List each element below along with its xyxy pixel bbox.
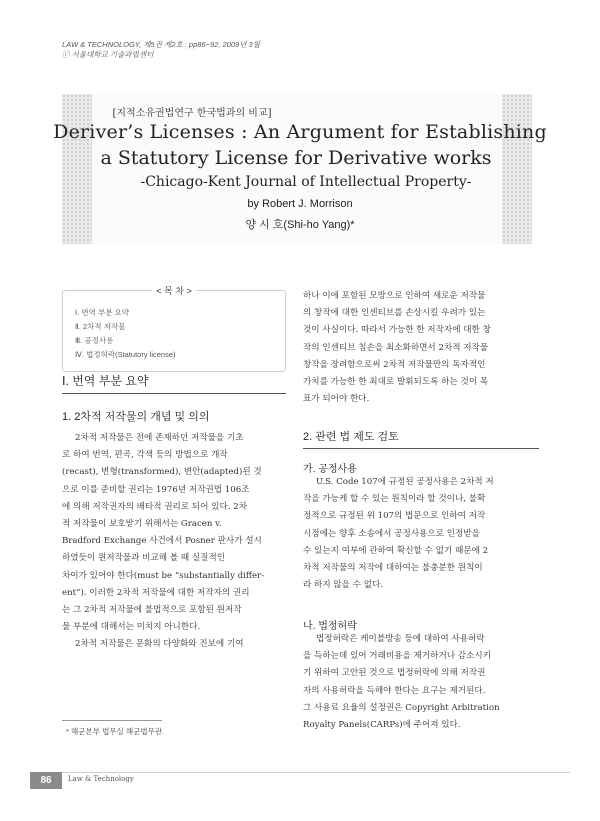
left-column: [62, 430, 286, 654]
toc-list: [75, 306, 176, 362]
footnote-rule: [62, 720, 162, 721]
header-citation: LAW & TECHNOLOGY, 제5권 제2호 : pp86~92, 2009년 3월: [62, 40, 260, 49]
footnote: * 해군본부 법무실 해군법무관.: [66, 727, 165, 736]
subsection-heading-2-b: 나. 법정허락: [303, 621, 357, 632]
title-line-3: -Chicago-Kent Journal of Intellectual Property-: [140, 174, 472, 190]
toc-item[interactable]: Ⅱ. 2차적 저작물: [75, 322, 126, 331]
statutory-license-text: [303, 631, 539, 734]
section-rule: [62, 393, 286, 394]
paragraph: U.S. Code 107에 규정된 공정사용은 2차적 저 작을 가능케 할 수 있는 원칙이라 할 것이나, 불확 정적으로 규정된 위 107의 법문으로 인하여 저작 시점에는 향후 소송에서 공정사용으로 인정받을 수 있는지 여부에 관하여 확신할 수 없기 때문에 2 차적 저작물의 저작에 대하여는 불충분한 원칙이 라 하지 않을 수 없다.: [303, 477, 494, 591]
paragraph: 2차적 저작물은 문화의 다양화와 진보에 기여: [75, 639, 244, 650]
paragraph: 법정허락은 케이블방송 등에 대하여 사용허락 을 득하는데 있어 거래비용을 제거하거나 감소시키 기 위하여 고안된 것으로 법정허락에 의해 저작권 자의 사용허락을 득해야 한다는 요구는 제거된다. 그 사용료 요율의 설정권은 Copyright Arbitration Royalty Panels(CARPs)에 주어져 있다.: [303, 634, 500, 731]
paragraph: 하나 이에 포함된 모방으로 인하여 새로운 저작물 의 창작에 대한 인센티브를 손상시킬 우려가 있는 것이 사실이다. 따라서 가능한 한 저작자에 대한 창 작의 인센티브 침손을 최소화하면서 2차적 저작물 창작을 장려함으로써 2차적 저작물만의 독자적인 가치를 가능한 한 최대로 발휘되도록 하는 것이 목 표가 되어야 한다.: [303, 291, 491, 405]
toc-title: < 목 차 >: [152, 286, 195, 296]
footer-journal-name: Law & Technology: [68, 775, 134, 783]
toc-item[interactable]: Ⅳ. 법정허락(Statutory license): [75, 350, 176, 359]
translator-name: 양 시 호(Shi-ho Yang)*: [245, 219, 355, 231]
section-heading-1: Ⅰ. 번역 부분 요약: [62, 374, 149, 388]
journal-header: [62, 40, 260, 60]
title-kicker: [지적소유권법연구 한국법과의 비교]: [112, 108, 272, 119]
author-byline: by Robert J. Morrison: [247, 198, 353, 210]
footer-rule: [30, 772, 570, 773]
paragraph: 2차적 저작물은 전에 존재하던 저작물을 기초 로 하여 번역, 편곡, 각색 등의 방법으로 개작 (recast), 변형(transformed), 변안(adapted)된 것 으로 이를 준비할 권리는 1976년 저작권법 106조 에 의해 저작권자의 배타적 권리로 되어 있다. 2차 적 저작물이 보호받기 위해서는 Gracen v. Bradford Exchange 사건에서 Posner 판사가 설시 하였듯이 원저작물과 비교해 볼 때 실질적인 차이가 있어야 한다(must be “substantially differ- ent”). 이러한 2차적 저작물에 대한 저작자의 권리 는 그 2차적 저작물에 불법적으로 포함된 원저작 물 부분에 대해서는 미치지 아니한다.: [62, 433, 265, 633]
page-number: 86: [30, 772, 62, 789]
toc-item[interactable]: Ⅰ. 번역 부분 요약: [75, 308, 130, 317]
fair-use-text: [303, 474, 539, 594]
title-line-2: a Statutory License for Derivative works: [100, 147, 492, 169]
header-copyright: ⓒ 서울대학교 기술과법센터: [62, 50, 154, 59]
title-line-1: Deriver’s Licenses : An Argument for Establishing: [53, 121, 547, 143]
table-of-contents: [62, 286, 286, 372]
subsection-heading-1-1: 1. 2차적 저작물의 개념 및 의의: [62, 411, 210, 423]
section-rule: [303, 448, 539, 449]
subsection-heading-2-a: 가. 공정사용: [303, 464, 357, 475]
right-column: [303, 288, 539, 408]
subsection-heading-2: 2. 관련 법 제도 검토: [303, 431, 399, 443]
toc-item[interactable]: Ⅲ. 공정사용: [75, 336, 114, 345]
